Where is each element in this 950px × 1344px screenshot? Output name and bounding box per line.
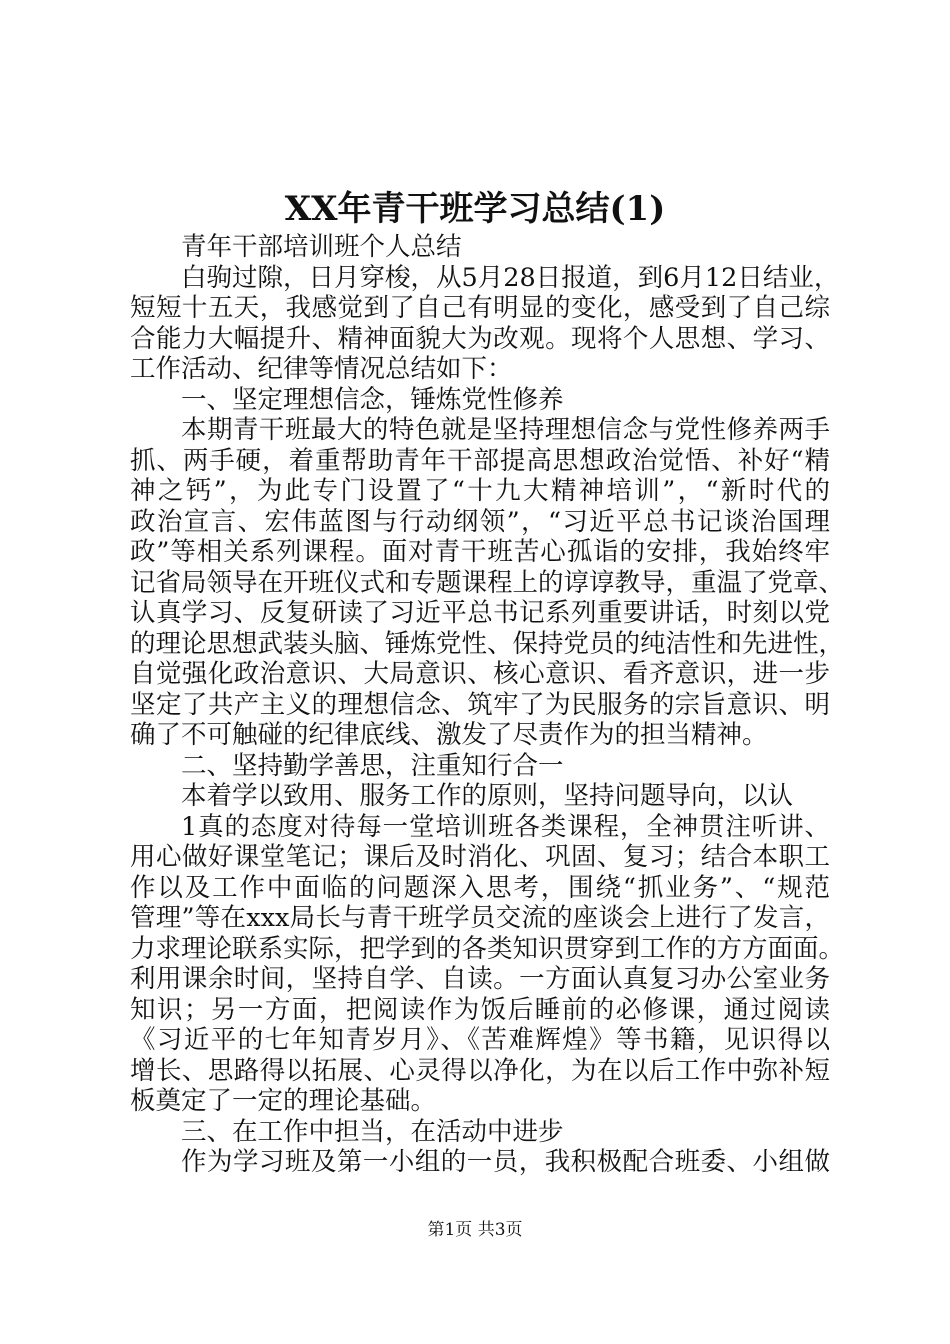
text-line: 工作活动、纪律等情况总结如下： <box>130 354 513 384</box>
text-line: 短短十五天，我感觉到了自己有明显的变化，感受到了自己综 <box>130 293 830 323</box>
text-line: 增长、思路得以拓展、心灵得以净化，为在以后工作中弥补短 <box>130 1055 830 1086</box>
document-title: XX年青干班学习总结(1) <box>284 189 666 229</box>
page-footer: 第1页 共3页 <box>427 1220 523 1240</box>
text-line: 确了不可触碰的纪律底线、激发了尽责作为的担当精神。 <box>130 720 768 750</box>
text-line: 认真学习、反复研读了习近平总书记系列重要讲话，时刻以党 <box>130 598 830 628</box>
text-line: 利用课余时间，坚持自学、自读。一方面认真复习办公室业务 <box>130 964 830 994</box>
text-line: 白驹过隙，日月穿梭，从5月28日报道，到6月12日结业， <box>181 262 840 293</box>
text-line: 自觉强化政治意识、大局意识、核心意识、看齐意识，进一步 <box>130 659 830 689</box>
text-line: 管理”等在xxx局长与青干班学员交流的座谈会上进行了发言， <box>130 903 830 933</box>
text-line: 本期青干班最大的特色就是坚持理想信念与党性修养两手 <box>181 415 830 445</box>
text-line: 的理论思想武装头脑、锤炼党性、保持党员的纯洁性和先进性， <box>130 628 845 659</box>
text-line: 青年干部培训班个人总结 <box>181 232 462 262</box>
text-line: 力求理论联系实际，把学到的各类知识贯穿到工作的方方面面。 <box>130 933 845 964</box>
text-line: 一、坚定理想信念，锤炼党性修养 <box>181 384 564 415</box>
text-line: 记省局领导在开班仪式和专题课程上的谆谆教导，重温了党章、 <box>130 567 845 598</box>
text-line: 《习近平的七年知青岁月》、《苦难辉煌》等书籍，见识得以 <box>130 1025 830 1055</box>
text-line: 政”等相关系列课程。面对青干班苦心孤诣的安排，我始终牢 <box>130 537 830 567</box>
text-line: 神之钙”，为此专门设置了“十九大精神培训”，“新时代的 <box>130 476 830 506</box>
text-line: 作以及工作中面临的问题深入思考，围绕“抓业务”、“规范 <box>130 872 830 903</box>
text-line: 知识；另一方面，把阅读作为饭后睡前的必修课，通过阅读 <box>130 994 830 1025</box>
text-line: 板奠定了一定的理论基础。 <box>130 1086 437 1116</box>
text-line: 合能力大幅提升、精神面貌大为改观。现将个人思想、学习、 <box>130 323 830 354</box>
text-line: 作为学习班及第一小组的一员，我积极配合班委、小组做 <box>181 1147 830 1177</box>
text-line: 政治宣言、宏伟蓝图与行动纲领”，“习近平总书记谈治国理 <box>130 506 830 537</box>
text-line: 三、在工作中担当，在活动中进步 <box>181 1116 564 1147</box>
text-line: 1真的态度对待每一堂培训班各类课程，全神贯注听讲、 <box>181 811 830 842</box>
text-line: 二、坚持勤学善思，注重知行合一 <box>181 750 564 781</box>
document-body <box>130 232 845 1178</box>
text-line: 用心做好课堂笔记；课后及时消化、巩固、复习；结合本职工 <box>130 842 830 872</box>
text-line: 抓、两手硬，着重帮助青年干部提高思想政治觉悟、补好“精 <box>130 445 830 476</box>
text-line: 本着学以致用、服务工作的原则，坚持问题导向，以认 <box>181 781 794 811</box>
text-line: 坚定了共产主义的理想信念、筑牢了为民服务的宗旨意识、明 <box>130 689 830 720</box>
